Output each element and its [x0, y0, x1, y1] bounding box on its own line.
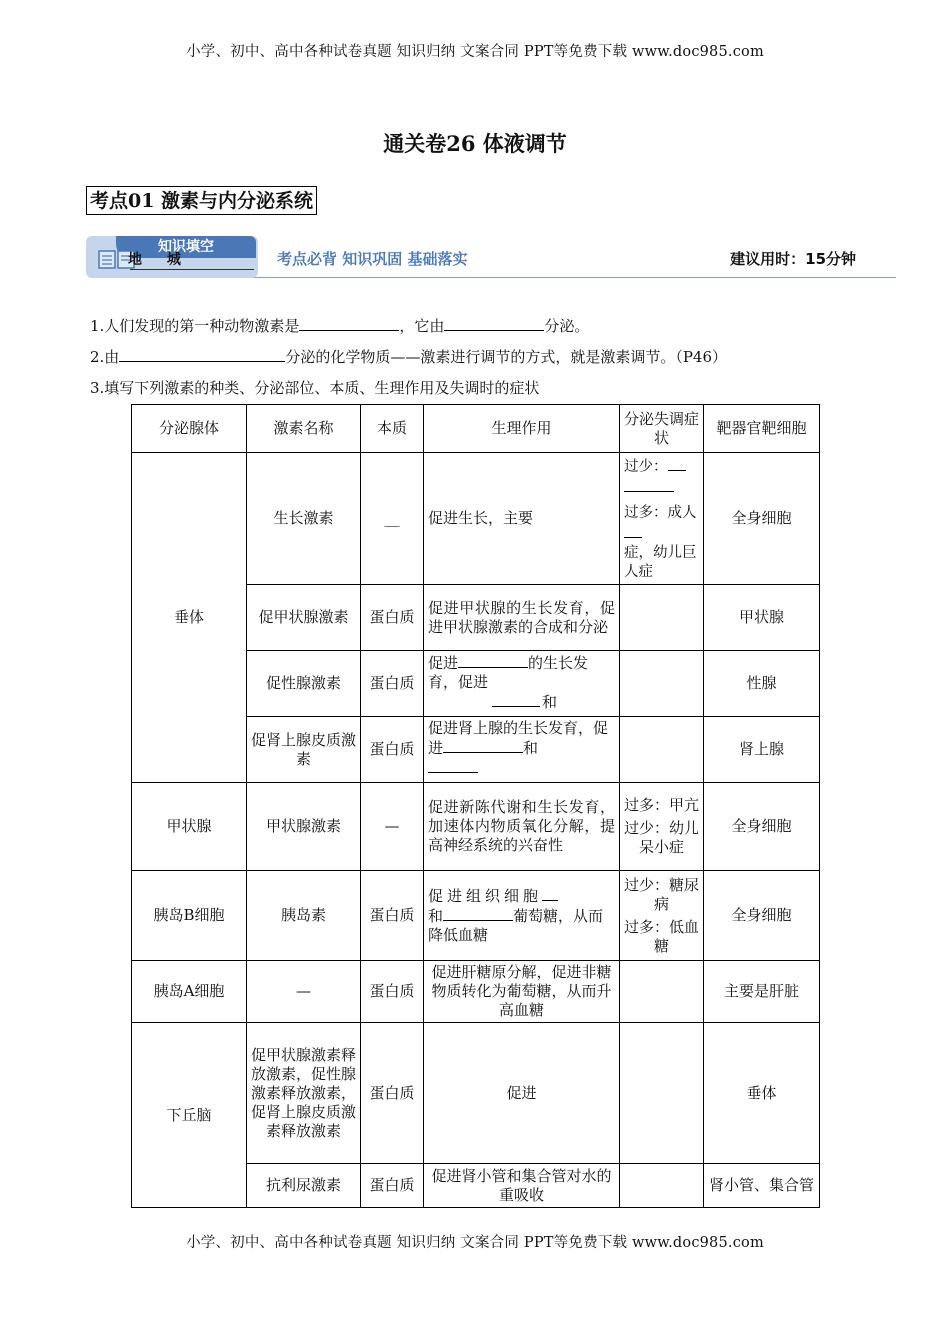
banner-tab-label: 知识填空	[116, 236, 256, 258]
nature-cell: 蛋白质	[361, 871, 424, 961]
function-cell: 促进新陈代谢和生长发育，加速体内物质氧化分解，提高神经系统的兴奋性	[424, 783, 620, 871]
gland-cell: 甲状腺	[132, 783, 247, 871]
nature-cell: 蛋白质	[361, 585, 424, 651]
fill-blank[interactable]	[492, 692, 540, 707]
header-cell: 生理作用	[424, 405, 620, 453]
page-header: 小学、初中、高中各种试卷真题 知识归纳 文案合同 PPT等免费下载 www.doc985.com	[186, 44, 764, 60]
target-cell: 全身细胞	[704, 783, 820, 871]
symptom-cell	[620, 1164, 704, 1208]
function-cell: 促进甲状腺的生长发育，促进甲状腺激素的合成和分泌	[424, 585, 620, 651]
nature-cell: 蛋白质	[361, 1023, 424, 1164]
table-row	[132, 783, 820, 871]
gland-cell: 垂体	[132, 453, 247, 783]
hormone-cell: 甲状腺激素	[247, 783, 361, 871]
header-cell: 靶器官靶细胞	[704, 405, 820, 453]
function-cell: 促进	[424, 1023, 620, 1164]
fill-blank[interactable]	[458, 653, 528, 668]
nature-cell: —	[361, 783, 424, 871]
gland-cell: 胰岛B细胞	[132, 871, 247, 961]
function-cell: 促进组织细胞 和 葡萄糖，从而降低血糖	[424, 871, 620, 961]
question-1: 1.人们发现的第一种动物激素是 ，它由 分泌。	[90, 317, 590, 335]
header-cell: 分泌失调症状	[620, 405, 704, 453]
gland-cell: 胰岛A细胞	[132, 961, 247, 1023]
suggested-time: 建议用时：15分钟	[730, 250, 856, 268]
function-cell: 促进肝糖原分解，促进非糖物质转化为葡萄糖，从而升高血糖	[424, 961, 620, 1023]
hormone-cell: 生长激素	[247, 453, 361, 585]
symptom-cell: 过少： 过多：成人 症，幼儿巨人症	[620, 453, 704, 585]
target-cell: 性腺	[704, 651, 820, 717]
nature-cell: 蛋白质	[361, 961, 424, 1023]
fill-blank[interactable]	[624, 523, 642, 538]
target-cell: 肾小管、集合管	[704, 1164, 820, 1208]
symptom-cell	[620, 1023, 704, 1164]
hormone-cell: 促甲状腺激素释放激素，促性腺激素释放激素，促肾上腺皮质激素释放激素	[247, 1023, 361, 1164]
gland-cell: 下丘脑	[132, 1023, 247, 1208]
fill-blank[interactable]	[624, 477, 674, 492]
fill-blank[interactable]	[668, 456, 686, 471]
nature-cell: 蛋白质	[361, 1164, 424, 1208]
table-row	[132, 453, 820, 585]
fill-blank[interactable]	[443, 906, 513, 921]
symptom-cell: 过少：糖尿病 过多：低血糖	[620, 871, 704, 961]
hormone-cell: 促肾上腺皮质激素	[247, 717, 361, 783]
hormone-cell: 胰岛素	[247, 871, 361, 961]
target-cell: 垂体	[704, 1023, 820, 1164]
banner-tag-underline	[130, 269, 254, 270]
target-cell: 主要是肝脏	[704, 961, 820, 1023]
table-header-row	[132, 405, 820, 453]
hormone-cell: 抗利尿激素	[247, 1164, 361, 1208]
banner-subtitle: 考点必背 知识巩固 基础落实	[277, 250, 468, 268]
header-cell: 本质	[361, 405, 424, 453]
section-banner	[86, 236, 896, 280]
question-3: 3.填写下列激素的种类、分泌部位、本质、生理作用及失调时的症状	[90, 379, 540, 397]
symptom-cell	[620, 651, 704, 717]
fill-blank[interactable]	[299, 316, 399, 331]
target-cell: 全身细胞	[704, 871, 820, 961]
nature-cell: 蛋白质	[361, 717, 424, 783]
function-cell: 促进肾上腺的生长发育，促进 和	[424, 717, 620, 783]
hormone-table	[131, 404, 820, 1208]
section-heading: 考点01 激素与内分泌系统	[86, 186, 317, 215]
fill-blank[interactable]	[443, 738, 523, 753]
page-title: 通关卷26 体液调节	[383, 131, 567, 156]
target-cell: 肾上腺	[704, 717, 820, 783]
symptom-cell	[620, 585, 704, 651]
target-cell: 甲状腺	[704, 585, 820, 651]
symptom-cell	[620, 961, 704, 1023]
table-row	[132, 1023, 820, 1164]
question-2: 2.由 分泌的化学物质——激素进行调节的方式，就是激素调节。（P46）	[90, 348, 727, 366]
nature-cell: 蛋白质	[361, 651, 424, 717]
banner-tag: 地 城	[128, 252, 191, 268]
target-cell: 全身细胞	[704, 453, 820, 585]
fill-blank[interactable]	[444, 316, 544, 331]
function-cell: 促进生长，主要	[424, 453, 620, 585]
header-cell: 激素名称	[247, 405, 361, 453]
table-row	[132, 871, 820, 961]
hormone-cell: 促性腺激素	[247, 651, 361, 717]
hormone-cell: —	[247, 961, 361, 1023]
page-footer: 小学、初中、高中各种试卷真题 知识归纳 文案合同 PPT等免费下载 www.doc985.com	[186, 1235, 764, 1251]
symptom-cell: 过多：甲亢 过少：幼儿呆小症	[620, 783, 704, 871]
header-cell: 分泌腺体	[132, 405, 247, 453]
function-cell: 促进 的生长发育，促进 和	[424, 651, 620, 717]
table-row	[132, 961, 820, 1023]
symptom-cell	[620, 717, 704, 783]
function-cell: 促进肾小管和集合管对水的重吸收	[424, 1164, 620, 1208]
fill-blank[interactable]	[542, 886, 558, 901]
fill-blank[interactable]	[119, 347, 285, 362]
fill-blank[interactable]	[428, 758, 478, 773]
nature-cell: __	[361, 453, 424, 585]
hormone-cell: 促甲状腺激素	[247, 585, 361, 651]
